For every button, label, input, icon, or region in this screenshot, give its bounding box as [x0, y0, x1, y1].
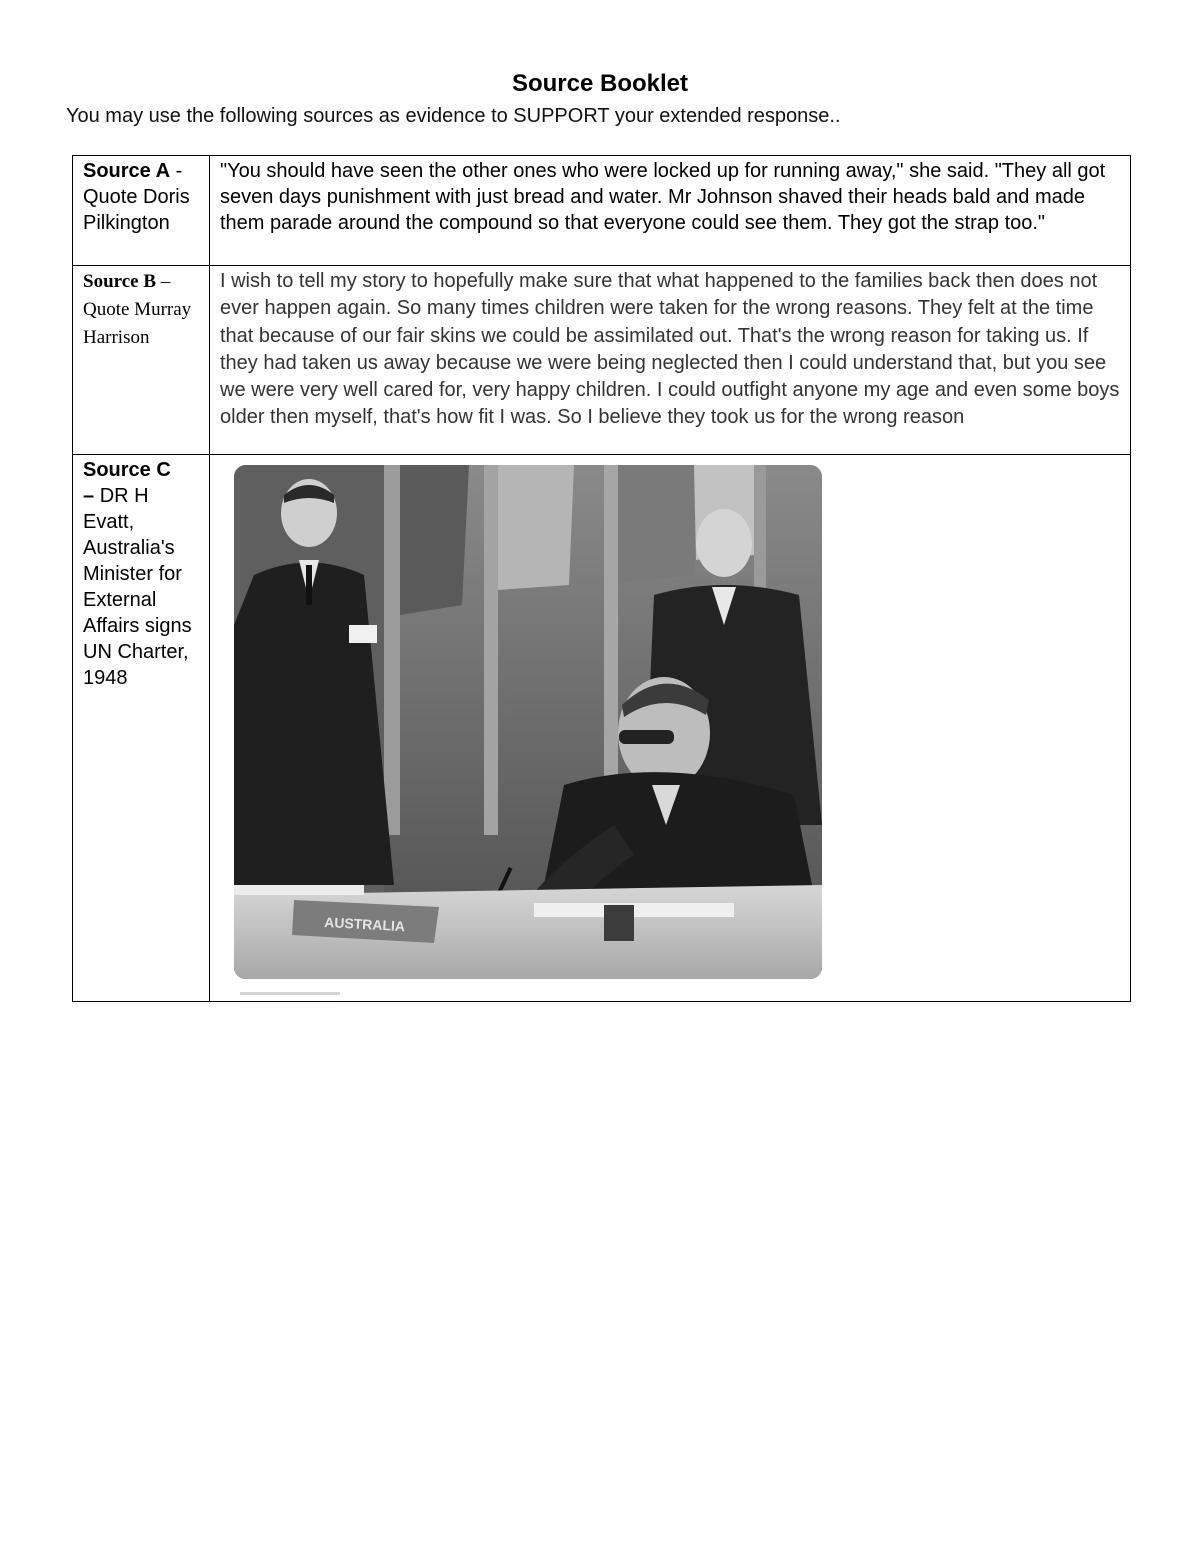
- sources-table: [72, 155, 1131, 1002]
- photo-frame: [220, 459, 840, 999]
- source-b-label: [73, 266, 210, 455]
- photo-underline: [240, 992, 340, 995]
- source-c-image-cell: [210, 455, 1131, 1002]
- source-row-a: [73, 156, 1131, 266]
- instructions-text: You may use the following sources as evidence to SUPPORT your extended response..: [66, 105, 841, 127]
- source-a-label: [73, 156, 210, 266]
- source-b-attribution: – Quote Murray Harrison: [83, 271, 192, 348]
- source-b-quote: I wish to tell my story to hopefully make sure that what happened to the families back then does not ever happen again. So many times children were taken for the wrong reasons. They felt at the time that because of our fair skins we could be assimilated out. That's the wrong reason for taking us. If they had taken us away because we were being neglected then I could understand that, but you see we were very well cared for, very happy children. I could outfight anyone my age and even some boys older then myself, that's how fit I was. So I believe they took us for the wrong reason: [210, 266, 1131, 455]
- source-c-caption: DR H Evatt, Australia's Minister for External Affairs signs UN Charter, 1948: [83, 485, 192, 689]
- source-row-b: [73, 266, 1131, 455]
- source-a-attribution: - Quote Doris Pilkington: [83, 160, 190, 234]
- source-a-heading: Source A: [83, 160, 171, 182]
- source-row-c: [73, 455, 1131, 1002]
- page-title: Source Booklet: [511, 70, 689, 97]
- un-charter-signing-photo: [234, 465, 822, 979]
- source-c-label: [73, 455, 210, 1002]
- photo-illustration: [234, 465, 822, 979]
- nameplate-text: AUSTRALIA: [323, 914, 406, 935]
- source-c-dash: –: [83, 485, 95, 507]
- source-b-heading: Source B: [83, 271, 157, 292]
- source-a-quote: "You should have seen the other ones who were locked up for running away," she said. "They all got seven days punishment with just bread and water. Mr Johnson shaved their heads bald and made them parade around the compound so that everyone could see them. They got the strap too.": [210, 156, 1131, 266]
- source-c-heading: Source C: [83, 459, 171, 481]
